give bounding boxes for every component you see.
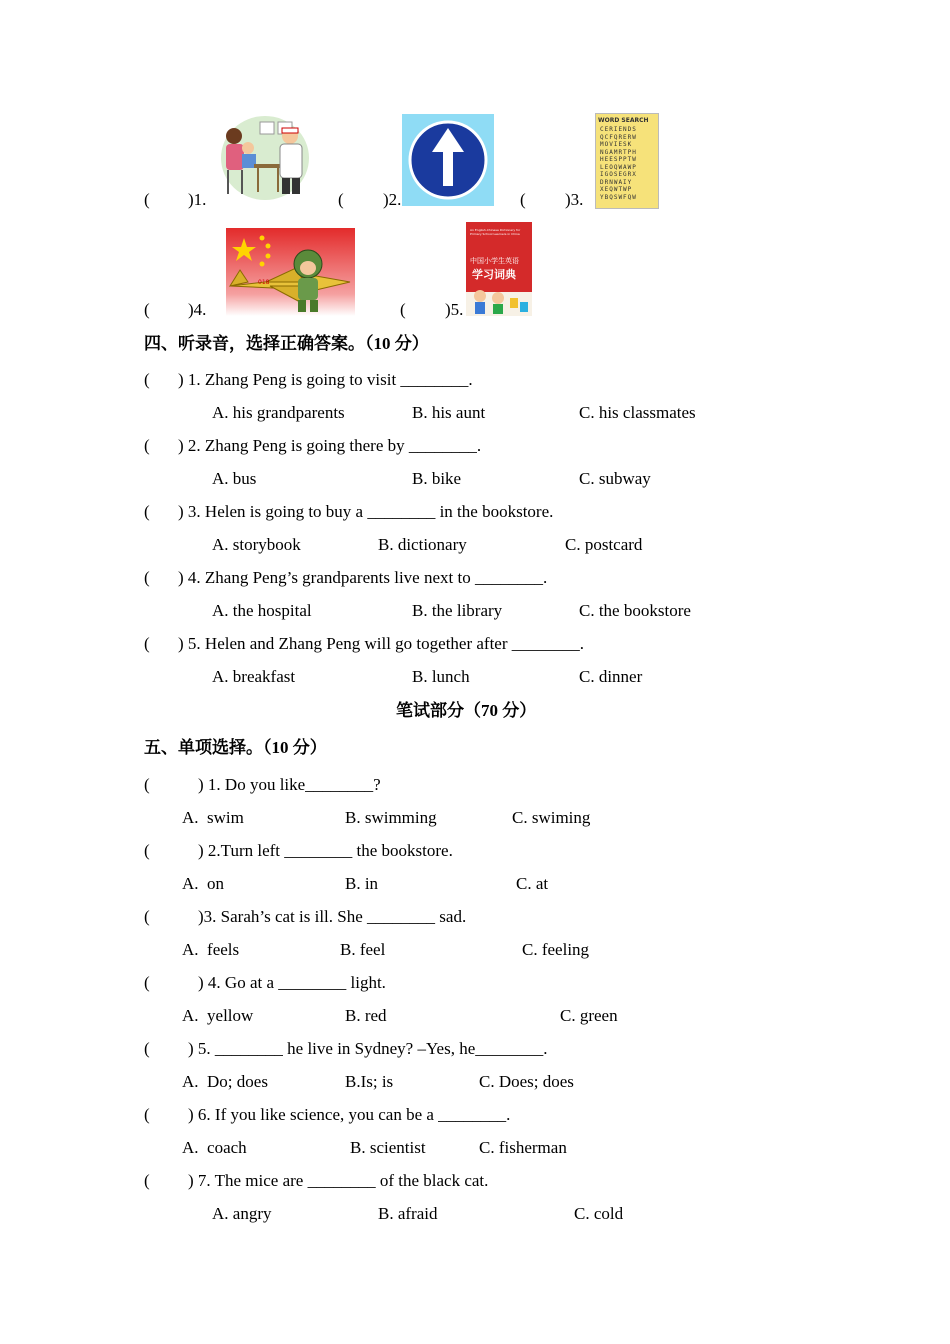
word-search-title: WORD SEARCH <box>598 117 649 124</box>
option-a: A. breakfast <box>212 667 296 686</box>
option-c: C. his classmates <box>579 403 696 422</box>
pilot-jet-flag-image <box>226 228 355 316</box>
option-c: C. at <box>516 874 549 893</box>
question-paren: ( <box>144 634 150 653</box>
option-b: B. red <box>345 1006 387 1025</box>
question-text: ) 4. Go at a ________ light. <box>198 973 386 992</box>
question-text: ) 5. Helen and Zhang Peng will go together after ________. <box>178 634 585 653</box>
option-c: C. postcard <box>565 535 643 554</box>
jet-label: 018 <box>258 279 270 286</box>
option-c: C. fisherman <box>479 1138 567 1157</box>
option-c: C. subway <box>579 469 651 488</box>
dictionary-book-image <box>466 222 532 316</box>
question-paren: ( <box>144 1039 150 1058</box>
section-5-heading: 五、单项选择。（10 分） <box>144 738 327 757</box>
option-b: B. the library <box>412 601 503 620</box>
option-c: C. cold <box>574 1204 624 1223</box>
item-2-number: )2. <box>383 190 402 209</box>
question-text: ) 2. Zhang Peng is going there by ________. <box>178 436 482 455</box>
option-b: B. afraid <box>378 1204 438 1223</box>
option-c: C. swiming <box>512 808 591 827</box>
option-c: C. dinner <box>579 667 643 686</box>
option-c: C. feeling <box>522 940 590 959</box>
question-text: ) 2.Turn left ________ the bookstore. <box>198 841 453 860</box>
question-paren: ( <box>144 1171 150 1190</box>
word-search-grid: CERIENDS QCFQRERW MOVIESK NGAMRTPH HEESPPTW LEOQWAWP IGOSEGRX DRNWAIY XEQWTWP YBQSWFQW <box>600 126 637 201</box>
option-b: B. swimming <box>345 808 437 827</box>
doctor-patient-icon <box>220 114 310 202</box>
pilot-jet-icon <box>226 228 355 316</box>
item-3-number: )3. <box>565 190 584 209</box>
question-paren: ( <box>144 568 150 587</box>
question-paren: ( <box>144 907 150 926</box>
question-text: ) 3. Helen is going to buy a ________ in the bookstore. <box>178 502 554 521</box>
option-c: C. green <box>560 1006 618 1025</box>
question-paren: ( <box>144 1105 150 1124</box>
option-b: B. scientist <box>350 1138 426 1157</box>
item-3-open-paren: ( <box>520 190 526 209</box>
arrow-up-icon <box>402 114 494 206</box>
option-a: A. swim <box>182 808 244 827</box>
option-a: A. yellow <box>182 1006 254 1025</box>
option-a: A. storybook <box>212 535 301 554</box>
section-4-heading: 四、听录音，选择正确答案。（10 分） <box>144 334 429 353</box>
item-4-open-paren: ( <box>144 300 150 319</box>
question-paren: ( <box>144 370 150 389</box>
question-text: )3. Sarah’s cat is ill. She ________ sad. <box>198 907 467 926</box>
option-a: A. bus <box>212 469 257 488</box>
dictionary-title: 学习词典 <box>472 268 516 281</box>
option-c: C. Does; does <box>479 1072 574 1091</box>
question-text: ) 7. The mice are ________ of the black cat. <box>188 1171 489 1190</box>
question-text: ) 5. ________ he live in Sydney? –Yes, he________. <box>188 1039 548 1058</box>
question-text: ) 6. If you like science, you can be a ________. <box>188 1105 511 1124</box>
item-2-open-paren: ( <box>338 190 344 209</box>
question-text: ) 1. Zhang Peng is going to visit ________. <box>178 370 473 389</box>
doctor-patient-image <box>220 114 310 202</box>
question-paren: ( <box>144 502 150 521</box>
question-text: ) 1. Do you like________? <box>198 775 381 794</box>
option-a: A. the hospital <box>212 601 312 620</box>
option-a: A. his grandparents <box>212 403 345 422</box>
children-cartoon-icon <box>466 282 532 316</box>
dictionary-subtitle: 中国小学生英语 <box>470 257 519 265</box>
option-a: A. coach <box>182 1138 247 1157</box>
item-5-open-paren: ( <box>400 300 406 319</box>
option-b: B. lunch <box>412 667 470 686</box>
option-a: A. angry <box>212 1204 272 1223</box>
item-5-number: )5. <box>445 300 464 319</box>
item-1-open-paren: ( <box>144 190 150 209</box>
option-b: B. in <box>345 874 379 893</box>
option-a: A. Do; does <box>182 1072 268 1091</box>
option-b: B.Is; is <box>345 1072 394 1091</box>
option-b: B. dictionary <box>378 535 467 554</box>
question-text: ) 4. Zhang Peng’s grandparents live next to ________. <box>178 568 548 587</box>
word-search-image <box>595 113 659 209</box>
option-b: B. feel <box>340 940 386 959</box>
option-a: A. on <box>182 874 225 893</box>
written-part-title: 笔试部分（70 分） <box>396 701 537 720</box>
item-1-number: )1. <box>188 190 207 209</box>
question-paren: ( <box>144 973 150 992</box>
option-a: A. feels <box>182 940 240 959</box>
option-b: B. bike <box>412 469 462 488</box>
item-4-number: )4. <box>188 300 207 319</box>
option-b: B. his aunt <box>412 403 486 422</box>
option-c: C. the bookstore <box>579 601 691 620</box>
question-paren: ( <box>144 841 150 860</box>
go-straight-sign-image <box>402 114 494 206</box>
question-paren: ( <box>144 775 150 794</box>
question-paren: ( <box>144 436 150 455</box>
dictionary-english-title: An English-Chinese Dictionary for Primary School Learners in China <box>470 228 521 236</box>
